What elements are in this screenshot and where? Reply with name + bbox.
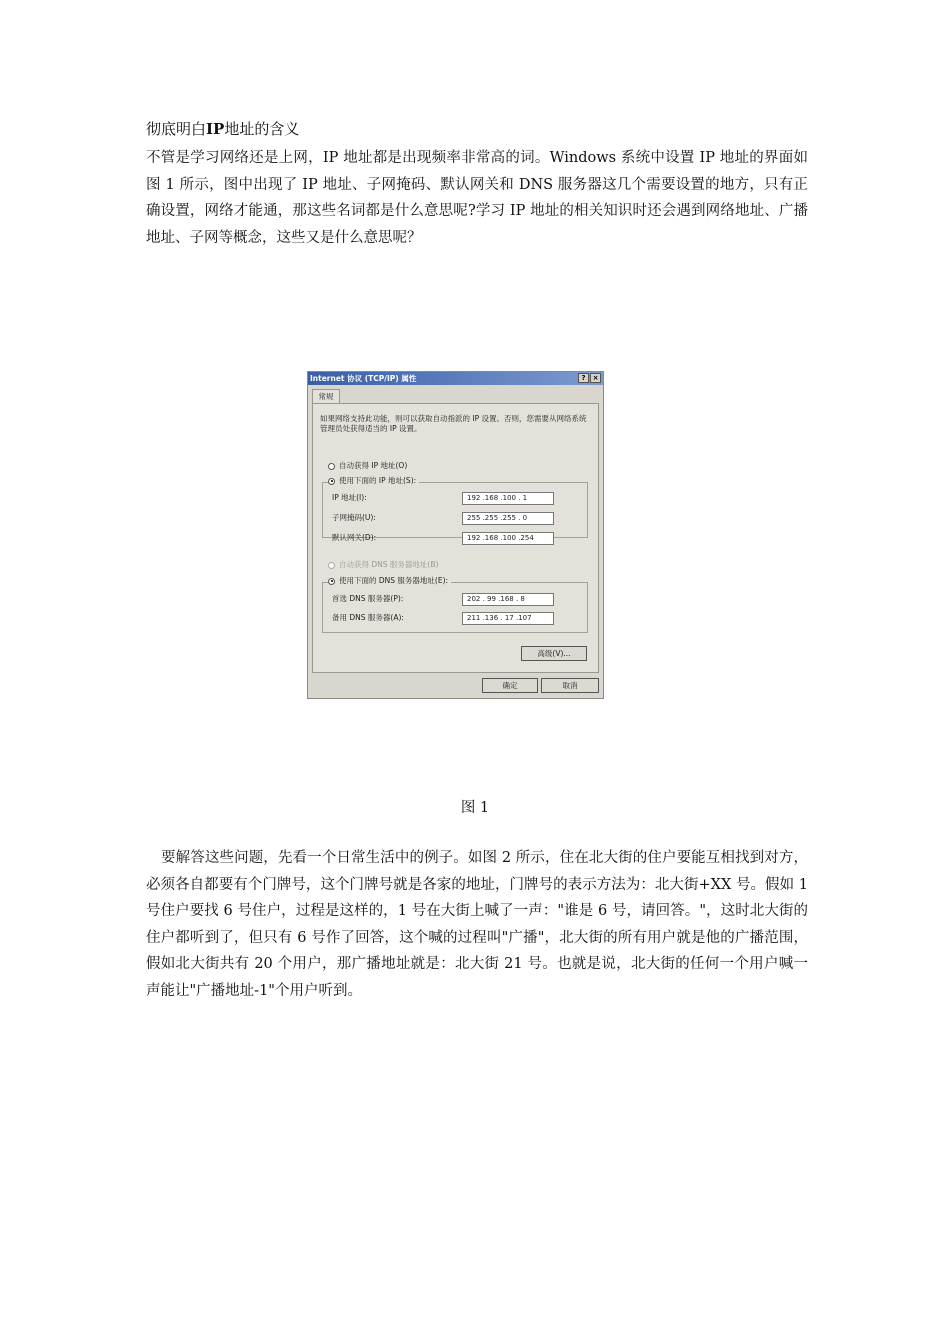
preferred-dns-label: 首选 DNS 服务器(P): bbox=[332, 594, 404, 603]
radio-manual-ip-label: 使用下面的 IP 地址(S): bbox=[339, 476, 417, 485]
radio-manual-dns-label: 使用下面的 DNS 服务器地址(E): bbox=[339, 576, 449, 585]
default-gateway-label: 默认网关(D): bbox=[332, 533, 377, 542]
dialog-intro-text: 如果网络支持此功能，则可以获取自动指派的 IP 设置。否则，您需要从网络系统管理员处获得适当的 IP 设置。 bbox=[320, 414, 587, 433]
radio-circle-icon bbox=[328, 463, 335, 470]
tab-general[interactable]: 常规 bbox=[312, 389, 340, 403]
radio-auto-ip-label: 自动获得 IP 地址(O) bbox=[339, 461, 408, 470]
paragraph-example: 要解答这些问题，先看一个日常生活中的例子。如图 2 所示，住在北大街的住户要能互相找到对方，必须各自都要有个门牌号，这个门牌号就是各家的地址，门牌号的表示方法为：北大街+XX 号。假如 1 号住户要找 6 号住户，过程是这样的，1 号在大街上喊了一声："谁是 6 号，请回答。"，这时北大街的住户都听到了，但只有 6 号作了回答，这个喊的过程叫"广播"，北大街的所有用户就是他的广播范围，假如北大街共有 20 个用户，那广播地址就是：北大街 21 号。也就是说，北大街的任何一个用户喊一声能让"广播地址-1"个用户听到。 bbox=[146, 850, 808, 999]
doc-title-pre: 彻底明白 bbox=[146, 120, 207, 138]
dialog-title: Internet 协议 (TCP/IP) 属性 bbox=[310, 374, 417, 383]
doc-title bbox=[146, 118, 299, 140]
dns-group-frame bbox=[322, 582, 588, 633]
close-button[interactable]: × bbox=[590, 373, 601, 383]
tcpip-dialog-figure bbox=[307, 371, 604, 699]
alternate-dns-label: 备用 DNS 服务器(A): bbox=[332, 613, 404, 622]
doc-title-post: 地址的含义 bbox=[224, 120, 300, 138]
paragraph-intro: 不管是学习网络还是上网，IP 地址都是出现频率非常高的词。Windows 系统中设置 IP 地址的界面如图 1 所示，图中出现了 IP 地址、子网掩码、默认网关和 DNS 服务器这几个需要设置的地方，只有正确设置，网络才能通，那这些名词都是什么意思呢?学习 IP 地址的相关知识时还会遇到网络地址、广播地址、子网等概念，这些又是什么意思呢？ bbox=[146, 150, 808, 246]
help-button[interactable]: ? bbox=[578, 373, 589, 383]
subnet-mask-input[interactable]: 255 .255 .255 . 0 bbox=[462, 512, 554, 525]
subnet-mask-label: 子网掩码(U): bbox=[332, 513, 376, 522]
radio-auto-ip[interactable] bbox=[328, 461, 407, 471]
figure-caption: 图 1 bbox=[460, 800, 490, 816]
advanced-button[interactable]: 高级(V)... bbox=[521, 646, 587, 661]
preferred-dns-input[interactable]: 202 . 99 .168 . 8 bbox=[462, 593, 554, 606]
ip-address-label: IP 地址(I): bbox=[332, 493, 367, 502]
default-gateway-input[interactable]: 192 .168 .100 .254 bbox=[462, 532, 554, 545]
alternate-dns-input[interactable]: 211 .136 . 17 .107 bbox=[462, 612, 554, 625]
radio-selected-icon bbox=[328, 578, 335, 585]
dialog-titlebar bbox=[308, 372, 603, 385]
radio-selected-icon bbox=[328, 478, 335, 485]
radio-auto-dns-label: 自动获得 DNS 服务器地址(B) bbox=[339, 560, 439, 569]
radio-manual-dns[interactable] bbox=[328, 576, 451, 586]
radio-circle-icon bbox=[328, 562, 335, 569]
radio-auto-dns[interactable] bbox=[328, 560, 438, 570]
cancel-button[interactable]: 取消 bbox=[541, 678, 599, 693]
ok-button[interactable]: 确定 bbox=[482, 678, 538, 693]
ip-group-frame bbox=[322, 482, 588, 538]
ip-address-input[interactable]: 192 .168 .100 . 1 bbox=[462, 492, 554, 505]
radio-manual-ip[interactable] bbox=[328, 476, 419, 486]
doc-title-bold: IP bbox=[206, 120, 225, 138]
